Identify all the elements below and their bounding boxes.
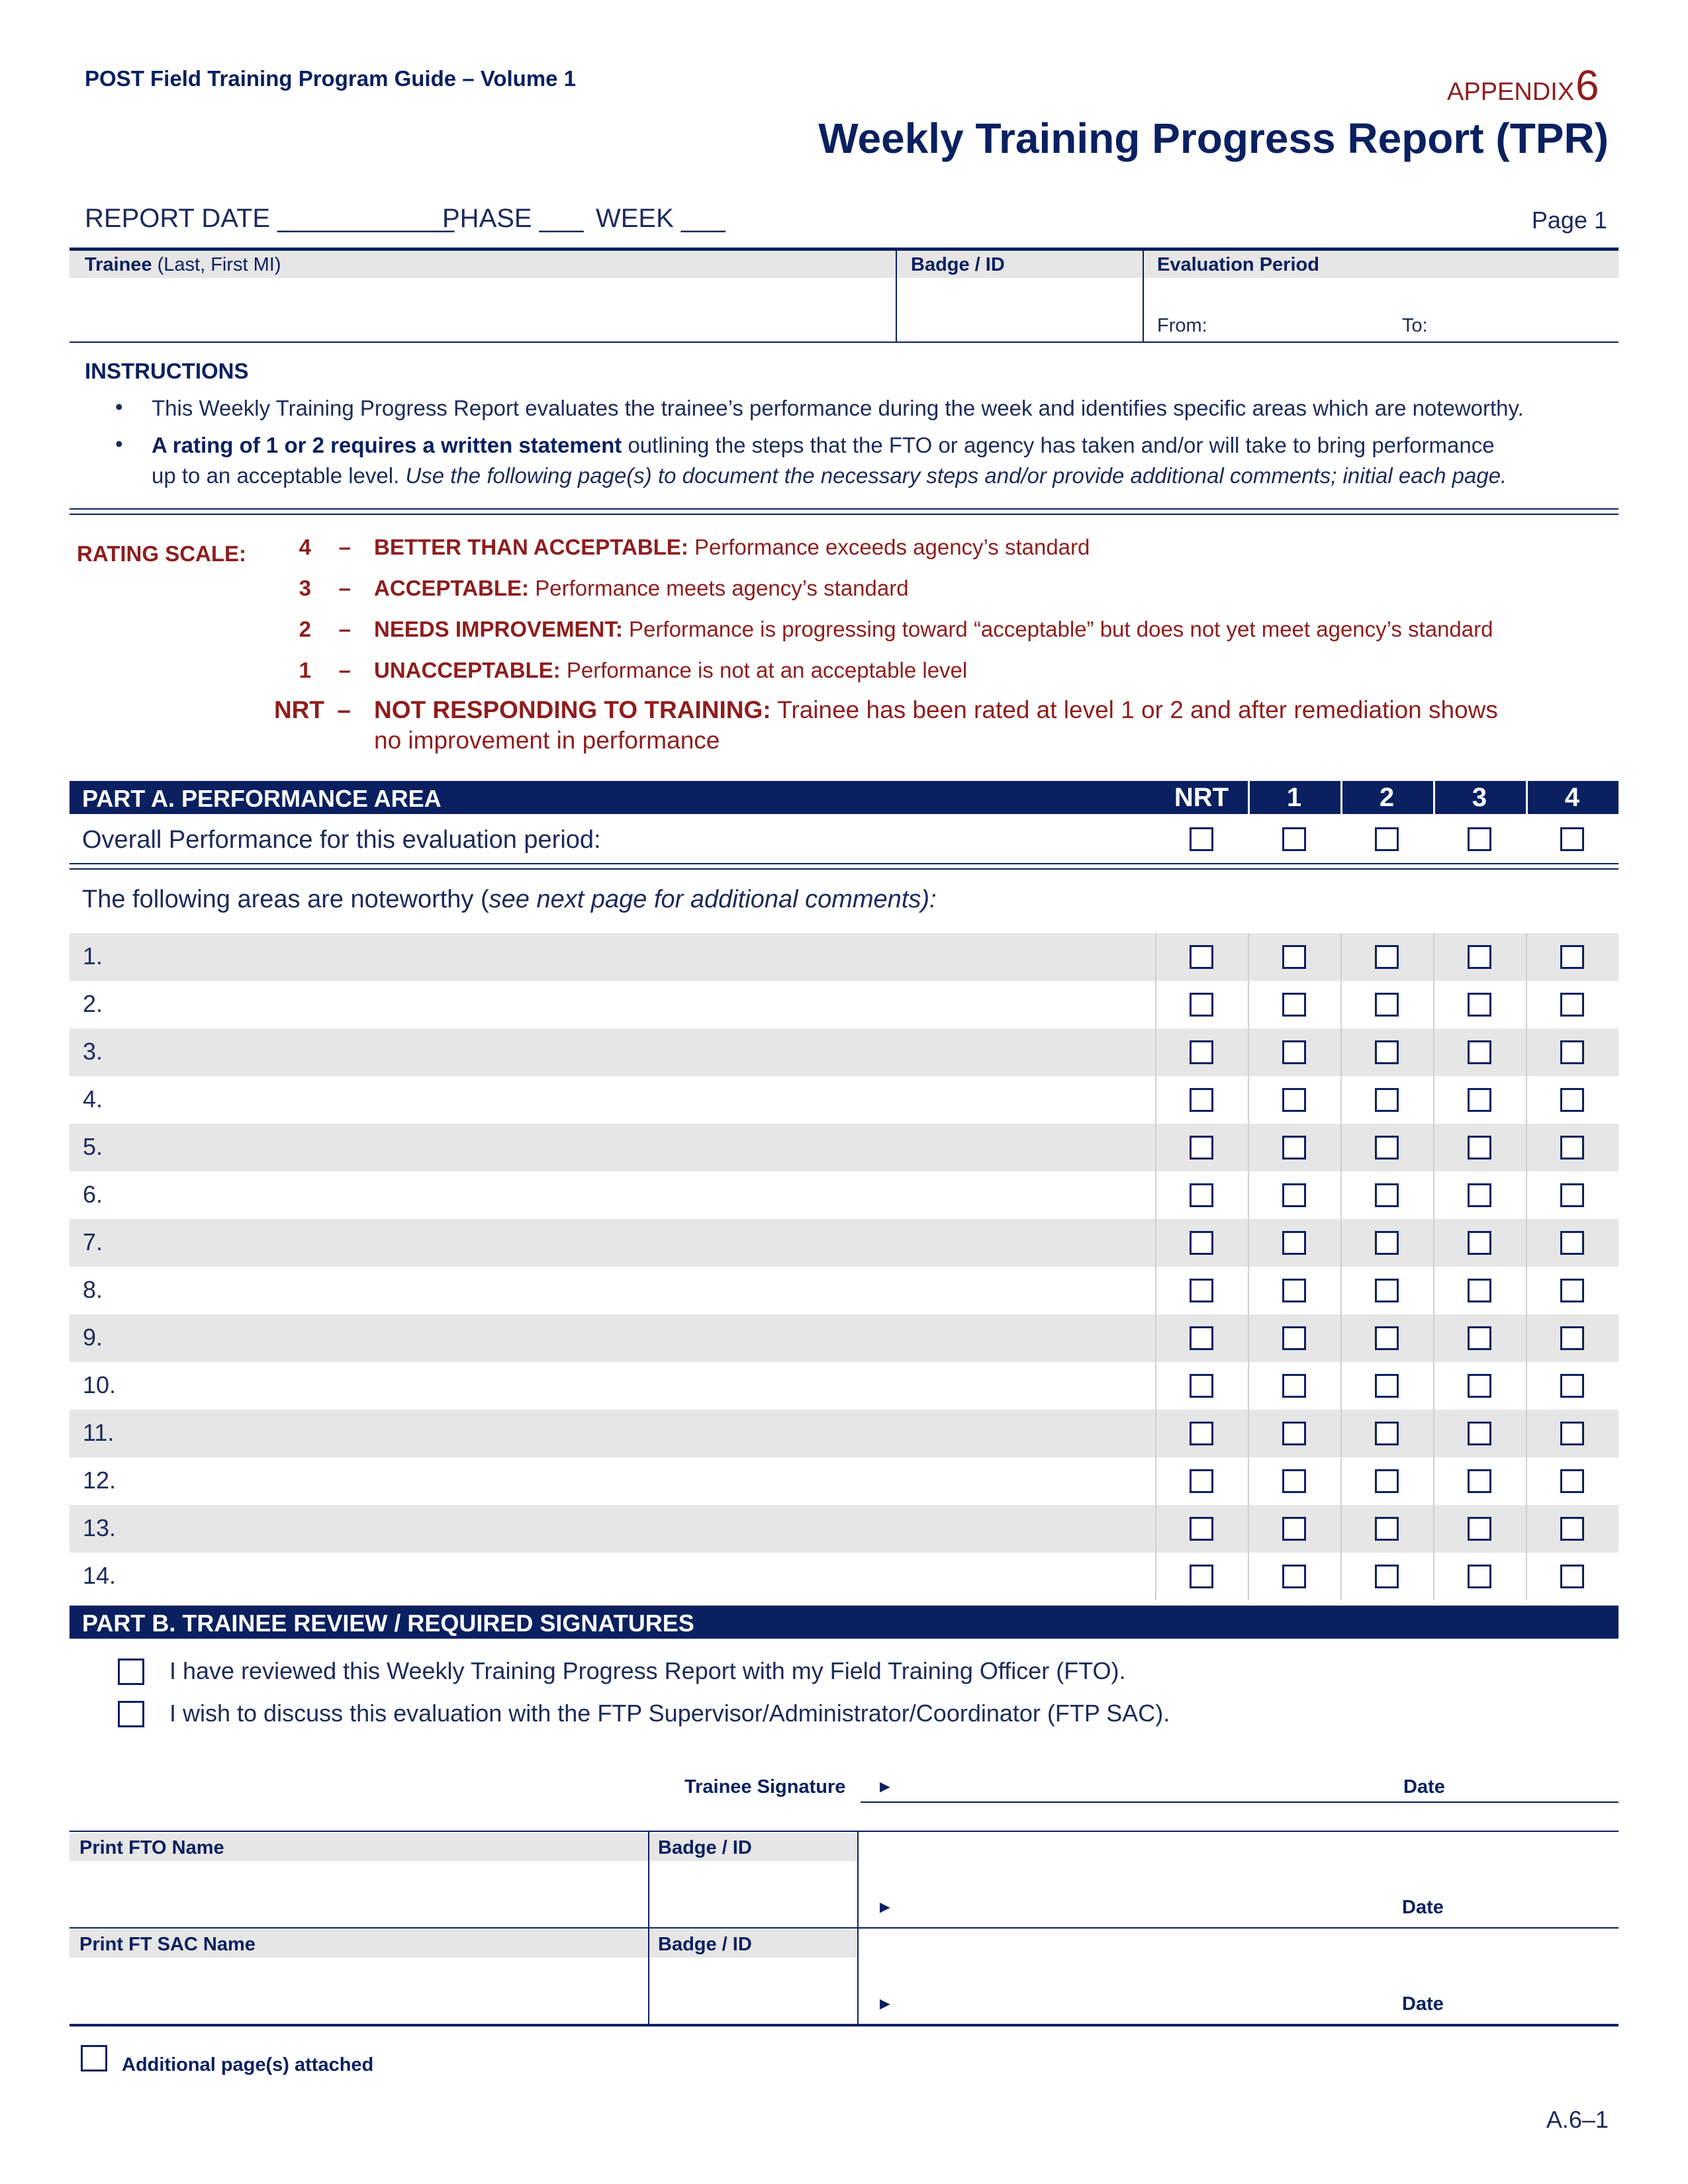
sac-badge-input[interactable]	[653, 1960, 855, 2023]
row-label: 11.	[83, 1419, 115, 1446]
row-checkbox-2[interactable]	[1375, 1088, 1399, 1112]
overall-checkbox-1[interactable]	[1282, 827, 1306, 851]
fto-table-divider-1	[648, 1832, 649, 2024]
trainee-box-top-rule	[70, 248, 1618, 251]
row-area-input[interactable]	[126, 1124, 1145, 1171]
row-checkbox-2[interactable]	[1375, 1279, 1399, 1302]
guide-title: POST Field Training Program Guide – Volume 1	[85, 66, 577, 91]
overall-checkbox-3[interactable]	[1468, 827, 1491, 851]
scale-text-1: UNACCEPTABLE: Performance is not at an acceptable level	[374, 658, 968, 682]
scale-dash-4: –	[338, 535, 351, 559]
badge-id-input[interactable]	[900, 281, 1139, 340]
row-checkbox-3[interactable]	[1468, 1088, 1491, 1112]
grid-column-divider	[1155, 933, 1156, 1600]
fto-table-mid-rule	[70, 1927, 1618, 1929]
fto-signature-field[interactable]	[863, 1833, 1618, 1926]
row-checkbox-2[interactable]	[1375, 1517, 1399, 1541]
scale-dash-nrt: –	[337, 696, 351, 723]
row-checkbox-3[interactable]	[1468, 993, 1491, 1017]
row-checkbox-4[interactable]	[1560, 1279, 1584, 1302]
row-checkbox-nrt[interactable]	[1190, 1088, 1213, 1112]
noteworthy-label: The following areas are noteworthy (see next page for additional comments):	[82, 886, 937, 913]
row-checkbox-1[interactable]	[1282, 945, 1306, 969]
row-label: 14.	[83, 1562, 117, 1589]
instructions-rule-2	[70, 514, 1618, 515]
scale-text-nrt-line-2: no improvement in performance	[374, 727, 720, 754]
scale-num-4: 4	[299, 535, 311, 559]
row-checkbox-4[interactable]	[1560, 1088, 1584, 1112]
col-header-1: 1	[1286, 783, 1302, 812]
row-checkbox-4[interactable]	[1560, 993, 1584, 1017]
appendix-number: 6	[1575, 62, 1599, 109]
fto-name-input[interactable]	[71, 1863, 647, 1926]
additional-pages-label: Additional page(s) attached	[122, 2054, 374, 2075]
row-checkbox-2[interactable]	[1375, 1469, 1399, 1493]
row-checkbox-nrt[interactable]	[1190, 945, 1213, 969]
reviewed-checkbox[interactable]	[118, 1659, 144, 1685]
instructions-bullet-1: This Weekly Training Progress Report evaluates the trainee’s performance during the week and identifies specific areas which are noteworthy.	[152, 396, 1524, 420]
row-checkbox-nrt[interactable]	[1190, 1374, 1213, 1398]
row-checkbox-1[interactable]	[1282, 993, 1306, 1017]
trainee-box-divider-1	[896, 250, 897, 341]
row-area-input[interactable]	[126, 1505, 1145, 1553]
trainee-signature-label: Trainee Signature	[684, 1776, 846, 1797]
row-checkbox-2[interactable]	[1375, 1231, 1399, 1255]
badge-label: Badge / ID	[911, 254, 1005, 275]
to-label: To:	[1402, 315, 1428, 336]
grid-column-divider	[1340, 933, 1342, 1600]
row-checkbox-nrt[interactable]	[1190, 1469, 1213, 1493]
row-checkbox-4[interactable]	[1560, 1374, 1584, 1398]
instructions-bullet-2: A rating of 1 or 2 requires a written statement outlining the steps that the FTO or agency has taken and/or will take to bring performance	[152, 433, 1495, 457]
row-checkbox-3[interactable]	[1468, 1279, 1491, 1302]
row-label: 9.	[83, 1324, 103, 1351]
row-checkbox-nrt[interactable]	[1190, 1279, 1213, 1302]
row-checkbox-nrt[interactable]	[1190, 1565, 1213, 1588]
row-checkbox-1[interactable]	[1282, 1565, 1306, 1588]
row-checkbox-2[interactable]	[1375, 1040, 1399, 1064]
instructions-bullet-2-line-2: up to an acceptable level. Use the following page(s) to document the necessary steps and/or provide additional comments; initial each page.	[152, 463, 1507, 488]
additional-pages-checkbox[interactable]	[81, 2045, 107, 2071]
row-checkbox-1[interactable]	[1282, 1517, 1306, 1541]
report-date-field[interactable]: REPORT DATE ____________	[85, 204, 455, 233]
overall-checkbox-nrt[interactable]	[1190, 827, 1213, 851]
row-area-input[interactable]	[126, 1028, 1145, 1076]
fto-date-label: Date	[1402, 1897, 1444, 1918]
rating-scale-label: RATING SCALE:	[77, 541, 247, 566]
row-checkbox-1[interactable]	[1282, 1088, 1306, 1112]
appendix-label: APPENDIX	[1447, 78, 1575, 106]
row-checkbox-2[interactable]	[1375, 1565, 1399, 1588]
phase-field[interactable]: PHASE ___	[442, 204, 584, 233]
scale-dash-1: –	[338, 658, 351, 682]
overall-checkbox-4[interactable]	[1560, 827, 1584, 851]
row-label: 13.	[83, 1514, 117, 1541]
fto-signature-arrow-icon: ►	[876, 1897, 894, 1917]
overall-rule-1	[70, 863, 1618, 864]
scale-text-4: BETTER THAN ACCEPTABLE: Performance exceeds agency’s standard	[374, 535, 1090, 559]
row-checkbox-nrt[interactable]	[1190, 1326, 1213, 1350]
sac-name-input[interactable]	[71, 1960, 647, 2023]
col-sep-1	[1248, 781, 1250, 814]
row-checkbox-2[interactable]	[1375, 1374, 1399, 1398]
scale-text-nrt: NOT RESPONDING TO TRAINING: Trainee has been rated at level 1 or 2 and after remediation shows	[374, 696, 1498, 723]
instructions-rule-1	[70, 508, 1618, 510]
row-checkbox-3[interactable]	[1468, 1231, 1491, 1255]
row-label: 7.	[83, 1228, 103, 1255]
grid-column-divider	[1433, 933, 1434, 1600]
row-label: 12.	[83, 1467, 117, 1494]
scale-num-2: 2	[299, 617, 311, 641]
col-sep-4	[1526, 781, 1528, 814]
row-area-input[interactable]	[126, 1267, 1145, 1314]
row-checkbox-3[interactable]	[1468, 1565, 1491, 1588]
row-checkbox-4[interactable]	[1560, 1136, 1584, 1160]
col-header-4: 4	[1564, 783, 1580, 812]
page-label: Page 1	[1531, 206, 1607, 234]
row-checkbox-1[interactable]	[1282, 1183, 1306, 1207]
row-checkbox-1[interactable]	[1282, 1231, 1306, 1255]
discuss-statement: I wish to discuss this evaluation with the FTP Supervisor/Administrator/Coordinator (FTP SAC).	[169, 1700, 1170, 1727]
row-checkbox-4[interactable]	[1560, 1040, 1584, 1064]
col-header-2: 2	[1379, 783, 1395, 812]
row-label: 4.	[83, 1085, 103, 1113]
row-checkbox-4[interactable]	[1560, 1326, 1584, 1350]
overall-performance-label: Overall Performance for this evaluation period:	[82, 826, 601, 854]
row-checkbox-2[interactable]	[1375, 1136, 1399, 1160]
row-area-input[interactable]	[126, 1553, 1145, 1600]
row-checkbox-1[interactable]	[1282, 1279, 1306, 1302]
bullet-dot-2: •	[115, 432, 123, 456]
row-checkbox-3[interactable]	[1468, 1517, 1491, 1541]
bullet-dot-1: •	[115, 394, 123, 419]
row-checkbox-nrt[interactable]	[1190, 1422, 1213, 1445]
trainee-label: Trainee (Last, First MI)	[85, 254, 281, 275]
row-checkbox-3[interactable]	[1468, 945, 1491, 969]
eval-period-label: Evaluation Period	[1157, 254, 1319, 275]
row-checkbox-2[interactable]	[1375, 1183, 1399, 1207]
sac-date-label: Date	[1402, 1993, 1444, 2015]
row-checkbox-4[interactable]	[1560, 1565, 1584, 1588]
instructions-heading: INSTRUCTIONS	[85, 359, 249, 383]
row-area-input[interactable]	[126, 1314, 1145, 1362]
trainee-signature-arrow-icon: ►	[876, 1776, 894, 1796]
grid-column-divider	[1248, 933, 1249, 1600]
scale-num-1: 1	[299, 658, 311, 682]
row-label: 8.	[83, 1276, 103, 1303]
row-checkbox-nrt[interactable]	[1190, 1040, 1213, 1064]
row-checkbox-nrt[interactable]	[1190, 1136, 1213, 1160]
row-checkbox-1[interactable]	[1282, 1136, 1306, 1160]
sac-table-bottom-rule	[70, 2024, 1618, 2026]
part-b-heading: PART B. TRAINEE REVIEW / REQUIRED SIGNATURES	[82, 1610, 694, 1637]
row-checkbox-4[interactable]	[1560, 1469, 1584, 1493]
grid-column-divider	[1526, 933, 1527, 1600]
fto-table-divider-2	[857, 1832, 859, 2024]
scale-num-3: 3	[299, 576, 311, 600]
overall-rule-2	[70, 868, 1618, 870]
trainee-signature-date-label: Date	[1403, 1776, 1445, 1797]
row-checkbox-nrt[interactable]	[1190, 1183, 1213, 1207]
row-checkbox-3[interactable]	[1468, 1422, 1491, 1445]
row-checkbox-1[interactable]	[1282, 1469, 1306, 1493]
col-header-nrt: NRT	[1174, 783, 1229, 812]
row-area-input[interactable]	[126, 1219, 1145, 1267]
row-checkbox-1[interactable]	[1282, 1040, 1306, 1064]
row-area-input[interactable]	[126, 1171, 1145, 1219]
trainee-name-input[interactable]	[71, 281, 892, 340]
scale-dash-3: –	[338, 576, 351, 600]
row-checkbox-nrt[interactable]	[1190, 993, 1213, 1017]
discuss-checkbox[interactable]	[118, 1701, 144, 1727]
row-checkbox-2[interactable]	[1375, 1422, 1399, 1445]
row-area-input[interactable]	[126, 1457, 1145, 1505]
scale-text-2: NEEDS IMPROVEMENT: Performance is progressing toward “acceptable” but does not yet meet agency’s standard	[374, 617, 1493, 641]
sac-badge-label: Badge / ID	[658, 1934, 752, 1955]
row-area-input[interactable]	[126, 1362, 1145, 1410]
sac-name-label: Print FT SAC Name	[79, 1934, 256, 1955]
overall-checkbox-2[interactable]	[1375, 827, 1399, 851]
trainee-box-header-band	[70, 251, 1618, 278]
row-checkbox-4[interactable]	[1560, 1422, 1584, 1445]
row-checkbox-3[interactable]	[1468, 1374, 1491, 1398]
row-area-input[interactable]	[126, 1076, 1145, 1124]
row-label: 1.	[83, 942, 103, 970]
trainee-signature-line	[861, 1801, 1618, 1803]
report-title: Weekly Training Progress Report (TPR)	[818, 114, 1609, 162]
col-header-3: 3	[1472, 783, 1487, 812]
row-checkbox-4[interactable]	[1560, 1517, 1584, 1541]
col-sep-3	[1433, 781, 1435, 814]
page-number: A.6–1	[1546, 2106, 1609, 2133]
fto-table-top-rule	[70, 1831, 1618, 1832]
row-checkbox-1[interactable]	[1282, 1326, 1306, 1350]
reviewed-statement: I have reviewed this Weekly Training Progress Report with my Field Training Officer (FTO).	[169, 1657, 1126, 1684]
row-label: 3.	[83, 1038, 103, 1065]
trainee-box-bottom-rule	[70, 341, 1618, 343]
row-checkbox-3[interactable]	[1468, 1040, 1491, 1064]
row-checkbox-2[interactable]	[1375, 945, 1399, 969]
sac-signature-arrow-icon: ►	[876, 1993, 894, 2013]
col-sep-2	[1340, 781, 1342, 814]
row-label: 6.	[83, 1181, 103, 1208]
fto-badge-input[interactable]	[653, 1863, 855, 1926]
row-checkbox-3[interactable]	[1468, 1136, 1491, 1160]
fto-name-label: Print FTO Name	[79, 1837, 224, 1858]
fto-badge-label: Badge / ID	[658, 1837, 752, 1858]
row-checkbox-2[interactable]	[1375, 993, 1399, 1017]
row-label: 10.	[83, 1371, 117, 1398]
row-checkbox-1[interactable]	[1282, 1374, 1306, 1398]
row-area-input[interactable]	[126, 1410, 1145, 1457]
trainee-box-divider-2	[1143, 250, 1144, 341]
scale-dash-2: –	[338, 617, 351, 641]
sac-signature-field[interactable]	[863, 1930, 1618, 2023]
row-checkbox-4[interactable]	[1560, 1231, 1584, 1255]
scale-text-3: ACCEPTABLE: Performance meets agency’s standard	[374, 576, 909, 600]
row-checkbox-nrt[interactable]	[1190, 1231, 1213, 1255]
row-checkbox-nrt[interactable]	[1190, 1517, 1213, 1541]
row-label: 5.	[83, 1133, 103, 1160]
row-checkbox-4[interactable]	[1560, 945, 1584, 969]
from-label: From:	[1157, 315, 1207, 336]
row-checkbox-3[interactable]	[1468, 1326, 1491, 1350]
row-checkbox-3[interactable]	[1468, 1183, 1491, 1207]
row-checkbox-4[interactable]	[1560, 1183, 1584, 1207]
scale-num-nrt: NRT	[273, 696, 324, 723]
row-checkbox-3[interactable]	[1468, 1469, 1491, 1493]
row-checkbox-1[interactable]	[1282, 1422, 1306, 1445]
row-label: 2.	[83, 990, 103, 1017]
part-a-heading: PART A. PERFORMANCE AREA	[82, 785, 442, 812]
row-area-input[interactable]	[126, 933, 1145, 981]
row-checkbox-2[interactable]	[1375, 1326, 1399, 1350]
trainee-signature-field[interactable]	[863, 1767, 1618, 1800]
week-field[interactable]: WEEK ___	[596, 204, 726, 233]
row-area-input[interactable]	[126, 981, 1145, 1028]
